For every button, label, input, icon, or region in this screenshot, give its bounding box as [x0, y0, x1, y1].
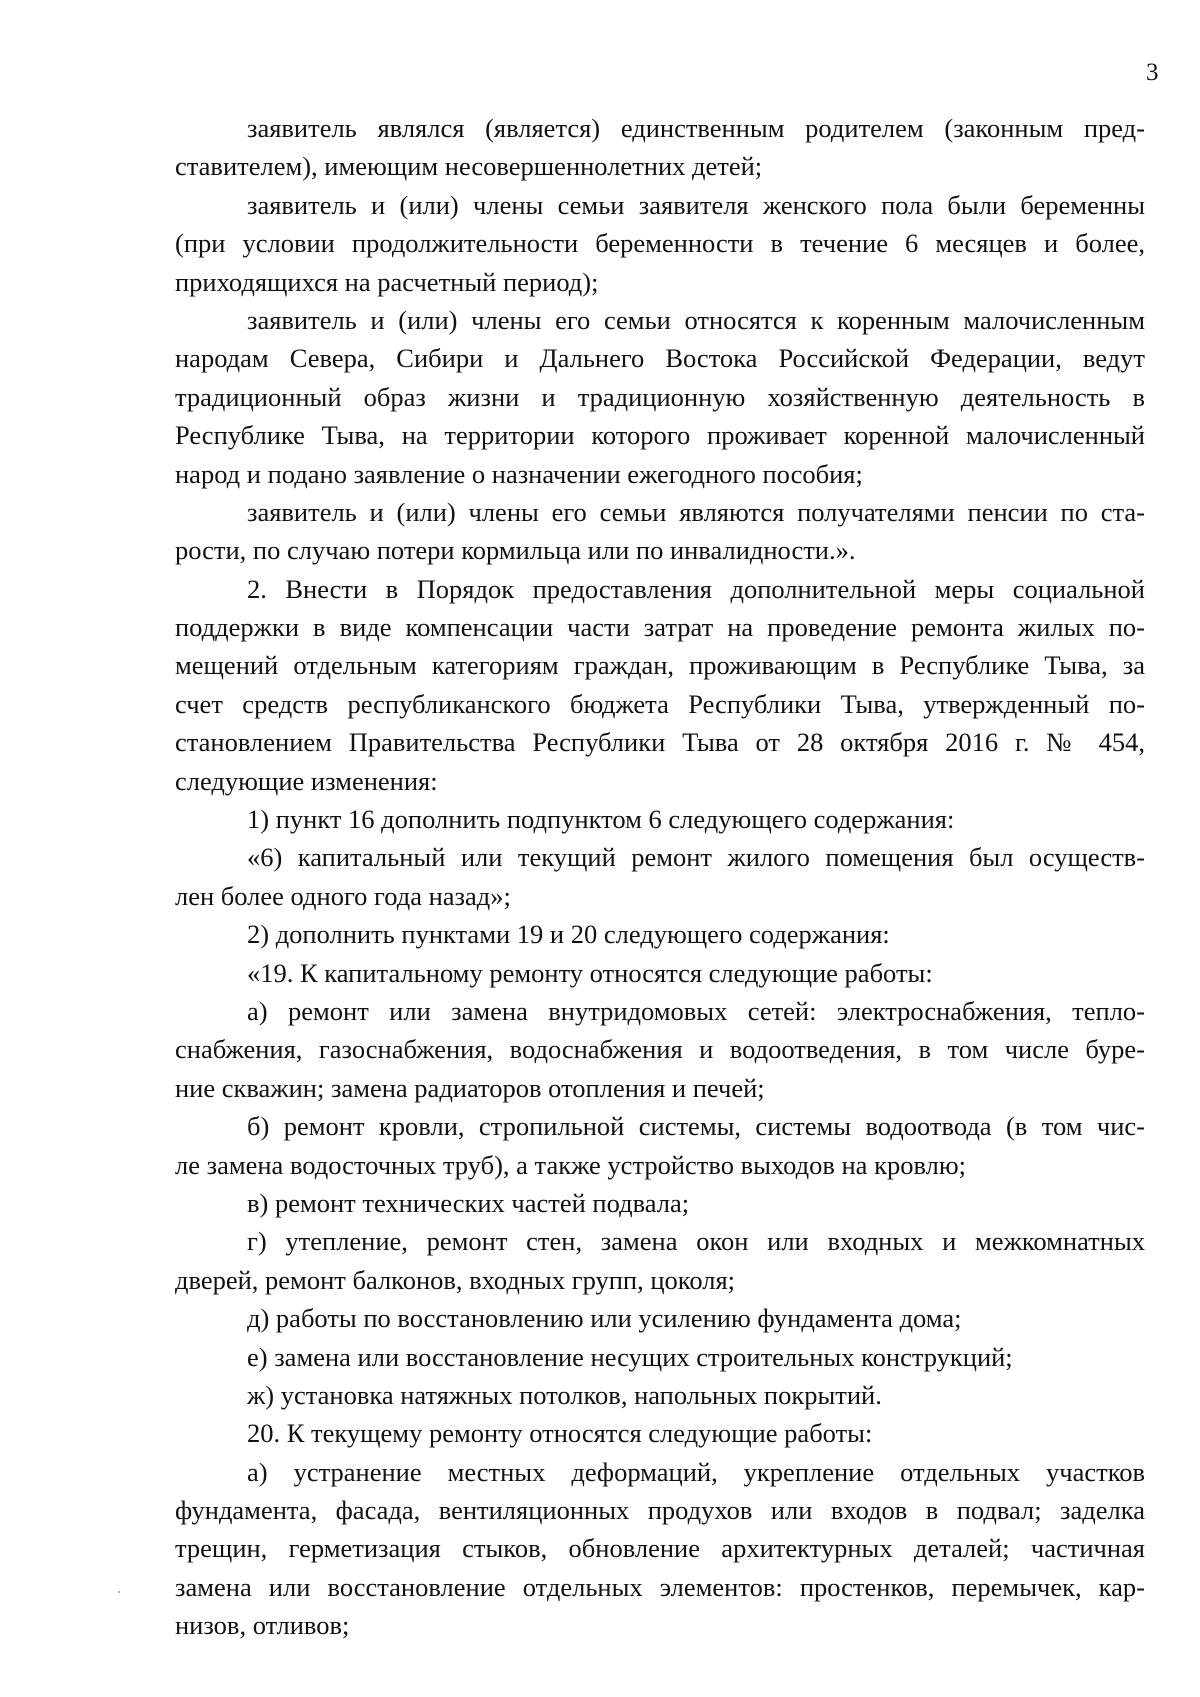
text-line: «6) капитальный или текущий ремонт жилого помещения был осуществ-	[247, 842, 1145, 873]
text-line: ле замена водосточных труб), а также устройство выходов на кровлю;	[175, 1149, 966, 1180]
text-line: 2) дополнить пунктами 19 и 20 следующего содержания:	[247, 919, 890, 950]
text-line: трещин, герметизация стыков, обновление архитектурных деталей; частичная	[175, 1533, 1145, 1564]
text-line: следующие изменения:	[175, 765, 438, 796]
text-line: ставителем), имеющим несовершеннолетних детей;	[175, 151, 763, 182]
text-line: лен более одного года назад»;	[175, 880, 511, 911]
text-line: е) замена или восстановление несущих строительных конструкций;	[247, 1341, 1013, 1372]
text-line: а) ремонт или замена внутридомовых сетей: электроснабжения, тепло-	[247, 995, 1145, 1026]
text-line: (при условии продолжительности беременности в течение 6 месяцев и более,	[175, 228, 1145, 259]
text-line: заявитель являлся (является) единственным родителем (законным пред-	[247, 113, 1145, 143]
text-line: заявитель и (или) члены его семьи относятся к коренным малочисленным	[247, 304, 1145, 335]
text-line: традиционный образ жизни и традиционную хозяйственную деятельность в	[175, 381, 1145, 412]
scan-artifact	[118, 1591, 120, 1593]
text-line: народ и подано заявление о назначении ежегодного пособия;	[175, 458, 863, 489]
text-line: дверей, ремонт балконов, входных групп, цоколя;	[175, 1264, 735, 1295]
text-line: поддержки в виде компенсации части затрат на проведение ремонта жилых по-	[175, 612, 1145, 643]
text-line: становлением Правительства Республики Тыва от 28 октября 2016 г. № 454,	[175, 727, 1145, 758]
text-line: г) утепление, ремонт стен, замена окон или входных и межкомнатных	[247, 1226, 1145, 1257]
text-line: а) устранение местных деформаций, укрепление отдельных участков	[247, 1456, 1145, 1487]
text-line: счет средств республиканского бюджета Республики Тыва, утвержденный по-	[175, 688, 1145, 719]
text-line: 2. Внести в Порядок предоставления дополнительной меры социальной	[247, 573, 1145, 604]
document-body	[175, 109, 1145, 1645]
text-line: б) ремонт кровли, стропильной системы, системы водоотвода (в том чис-	[247, 1111, 1145, 1142]
page-number: 3	[1146, 59, 1159, 86]
text-line: в) ремонт технических частей подвала;	[247, 1187, 690, 1218]
text-line: приходящихся на расчетный период);	[175, 266, 599, 297]
text-line: д) работы по восстановлению или усилению фундамента дома;	[247, 1303, 962, 1334]
text-line: рости, по случаю потери кормильца или по инвалидности.».	[175, 535, 856, 566]
text-line: фундамента, фасада, вентиляционных продухов или входов в подвал; заделка	[175, 1495, 1145, 1526]
text-line: замена или восстановление отдельных элементов: простенков, перемычек, кар-	[175, 1571, 1145, 1602]
text-line: мещений отдельным категориям граждан, проживающим в Республике Тыва, за	[175, 650, 1145, 681]
text-line: «19. К капитальному ремонту относятся следующие работы:	[247, 957, 933, 988]
text-line: Республике Тыва, на территории которого проживает коренной малочисленный	[175, 420, 1145, 451]
text-line: низов, отливов;	[175, 1610, 350, 1641]
text-line: народам Севера, Сибири и Дальнего Востока Российской Федерации, ведут	[175, 343, 1145, 374]
text-line: заявитель и (или) члены его семьи являются получателями пенсии по ста-	[247, 496, 1145, 527]
text-line: ние скважин; замена радиаторов отопления и печей;	[175, 1072, 765, 1103]
text-line: снабжения, газоснабжения, водоснабжения и водоотведения, в том числе буре-	[175, 1034, 1145, 1065]
text-line: 20. К текущему ремонту относятся следующие работы:	[247, 1418, 873, 1449]
text-line: 1) пункт 16 дополнить подпунктом 6 следующего содержания:	[247, 804, 955, 835]
text-line: ж) установка натяжных потолков, напольных покрытий.	[247, 1379, 882, 1410]
text-line: заявитель и (или) члены семьи заявителя женского пола были беременны	[247, 189, 1145, 220]
